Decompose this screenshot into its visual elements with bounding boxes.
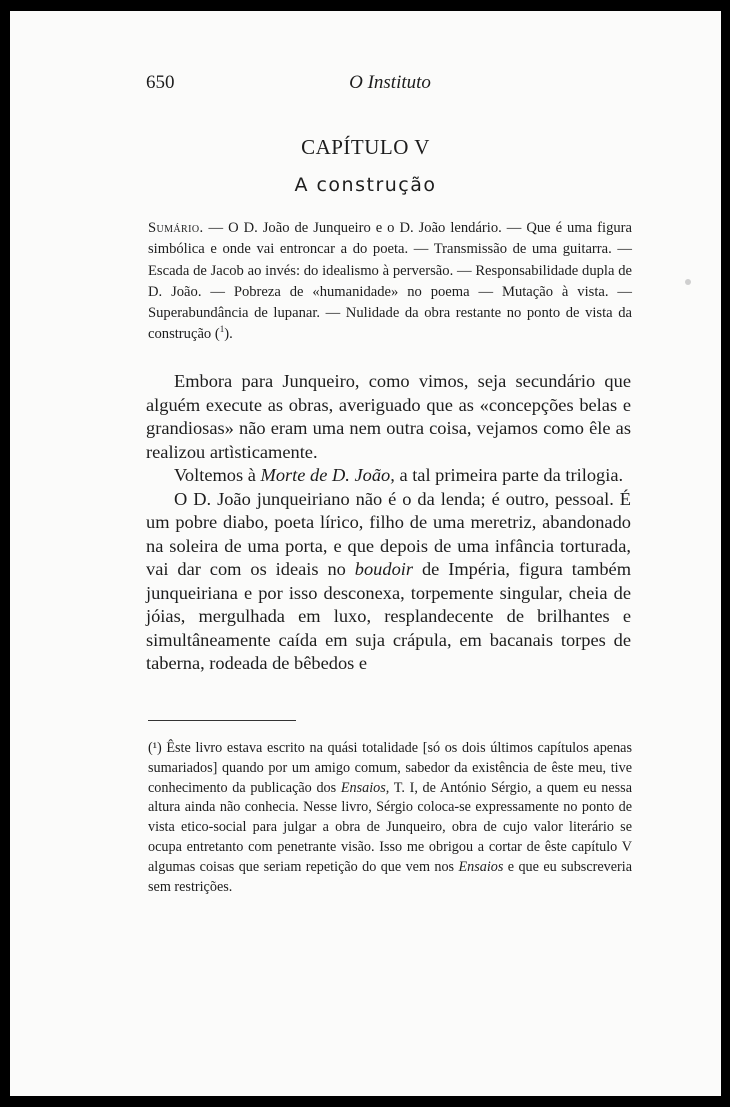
paragraph-1: Embora para Junqueiro, como vimos, seja secundário que alguém execute as obras, averiguado que as «concepções belas e grandiosas» não eram uma nem outra coisa, vejamos como êle as realizou artìsticamente. xyxy=(146,371,631,462)
footnote-reference: 1 xyxy=(219,324,225,335)
paragraph-2-end: a tal primeira parte da trilogia. xyxy=(394,465,624,485)
footnote-italic-1: Ensaios, xyxy=(340,779,390,796)
footnote-divider xyxy=(148,720,296,721)
paragraph-3 xyxy=(146,488,631,676)
body-text xyxy=(146,370,631,676)
footnote xyxy=(148,739,632,897)
italic-word: boudoir xyxy=(354,559,414,579)
summary-label: Sumário. xyxy=(148,220,204,236)
paragraph-2 xyxy=(146,464,631,488)
footnote-text-a: Êste livro estava escrito na quási totalidade [só os dois últimos capítulos apenas sumariados] quando por um amigo comum, sabedor da existência de êste meu, tive conhecimento da publicação dos xyxy=(148,740,632,796)
running-title: O Instituto xyxy=(349,72,431,93)
chapter-summary xyxy=(148,218,632,346)
page-number: 650 xyxy=(146,72,175,93)
page-header xyxy=(146,72,604,96)
footnote-text-c: e que eu subscreveria sem restrições. xyxy=(148,858,633,895)
work-title: Morte de D. João, xyxy=(260,465,395,485)
scan-speck xyxy=(685,279,691,285)
paragraph-3-start: O D. João junqueiriano não é o da lenda; é outro, pessoal. É um pobre diabo, poeta lírico, filho de uma meretriz, abandonado na soleira de uma porta, e que depois de uma infância torturada, vai dar com os ideais no xyxy=(146,488,631,579)
paragraph-3-end: de Impéria, figura também junqueiriana e por isso desconexa, torpemente singular, cheia de jóias, mergulhada em luxo, resplandecente de brilhantes e simultâneamente caída em suja crápula, em bacanais torpes de taberna, rodeada de bêbedos e xyxy=(146,559,631,673)
chapter-label: CAPÍTULO V xyxy=(301,135,430,159)
footnote-italic-2: Ensaios xyxy=(458,858,504,875)
book-page xyxy=(10,11,721,1096)
footnote-marker: (¹) xyxy=(148,740,162,756)
footnote-text-b: T. I, de António Sérgio, a quem eu nessa altura ainda não conhecia. Nesse livro, Sérgio coloca-se expressamente no ponto de vista etico-social para julgar a obra de Junqueiro, obra de cujo valor literário se ocupa entretanto com penetrante visão. Isso me obrigou a cortar de êste capítulo V algumas coisas que seriam repetição do que vem nos xyxy=(148,779,632,875)
chapter-title: A construção xyxy=(294,174,437,196)
summary-end: ). xyxy=(224,326,233,343)
paragraph-2-start: Voltemos à xyxy=(174,465,261,485)
summary-text: — O D. João de Junqueiro e o D. João lendário. — Que é uma figura simbólica e onde vai entroncar a do poeta. — Transmissão de uma guitarra. — Escada de Jacob ao invés: do idealismo à perversão. — Responsabilidade dupla de D. João. — Pobreza de «humanidade» no poema — Mutação à vista. — Superabundância de lupanar. — Nulidade da obra restante no ponto de vista da construção ( xyxy=(148,220,632,343)
